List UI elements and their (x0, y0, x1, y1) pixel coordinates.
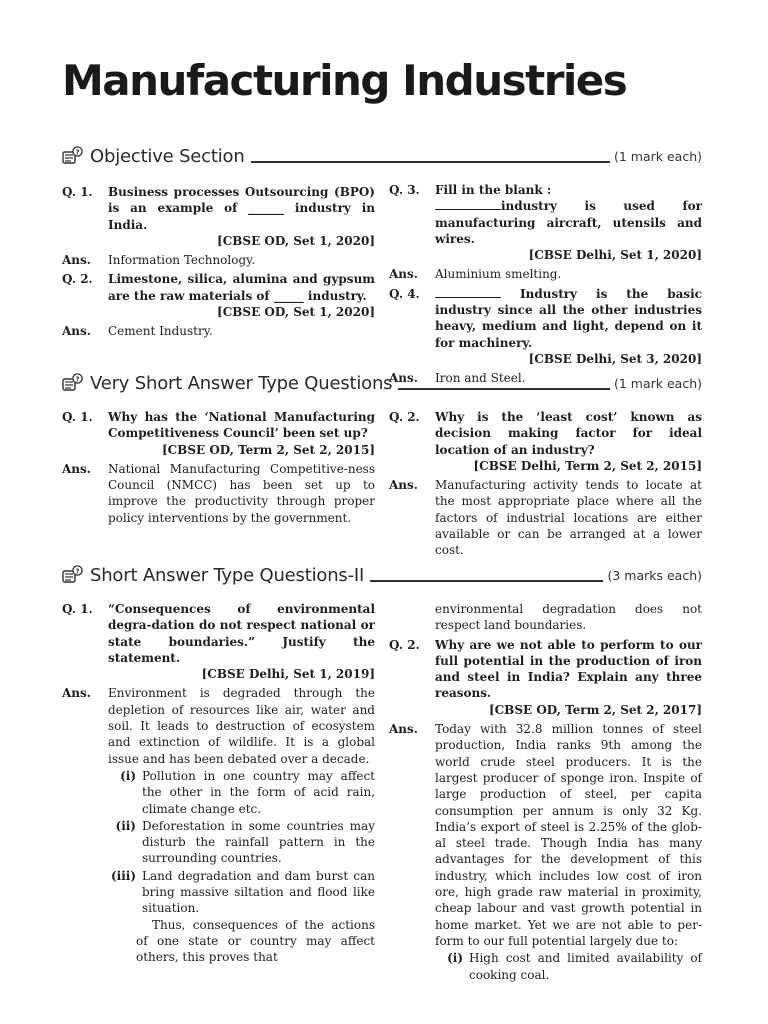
question-number: Q. 3. (389, 183, 420, 197)
section-title: Very Short Answer Type Questions (90, 372, 393, 394)
point-number: (ii) (115, 818, 136, 833)
question-text: Limestone, silica, alumina and gypsum are the raw materials of _____ industry. (108, 272, 375, 303)
answer-text: Today with 32.8 million tonnes of steel production, India ranks 9th among the world crude steel producers. It is the largest producer of sponge iron. Inspite of large production of steel, per capita consumption per annum is only 32 Kg. India’s export of steel is 2.25% of the glob-al steel trade. Though India has many advantages for the development of this industry, which includes low cost of iron ore, high grade raw material in proximity, cheap labour and vast growth potential in home market. Yet we are not able to per-form to our full potential largely due to: (435, 722, 702, 948)
answer-conclusion-continued: environmental degradation does not respect land boundaries. (435, 602, 702, 633)
question-reference: [CBSE OD, Set 1, 2020] (217, 305, 375, 320)
question-reference: [CBSE Delhi, Set 1, 2019] (201, 667, 375, 682)
svg-text:?: ? (75, 375, 80, 384)
question-text: “Consequences of environmental degra-dation do not respect national or state boundaries.” Justify the statement. (108, 602, 375, 665)
question-reference: [CBSE Delhi, Term 2, Set 2, 2015] (473, 458, 702, 473)
section-header-very-short (62, 371, 702, 395)
answer-point (108, 768, 375, 817)
point-number: (i) (120, 768, 136, 783)
answer-label: Ans. (62, 686, 91, 701)
answer-label: Ans. (389, 267, 418, 282)
answer-label: Ans. (62, 253, 91, 268)
answer-text: Information Technology. (108, 253, 256, 268)
study-icon (62, 565, 84, 585)
section-marks: (1 mark each) (613, 375, 702, 391)
question-reference: [CBSE OD, Term 2, Set 2, 2015] (161, 442, 375, 457)
answer-text: Cement Industry. (108, 324, 213, 339)
question (62, 271, 375, 320)
point-text: High cost and limited availability of cooking coal. (469, 951, 702, 982)
question-number: Q. 2. (389, 410, 420, 424)
question (389, 286, 702, 367)
point-number: (iii) (110, 868, 136, 883)
section-rule (398, 388, 610, 390)
answer-text: Manufacturing activity tends to locate at the most appropriate place where all the factors of industrial locations are either available or can be arranged at a lower cost. (435, 478, 702, 558)
question-text: Fill in the blank : (435, 183, 552, 197)
question-number: Q. 1. (62, 602, 93, 616)
answer-label: Ans. (62, 461, 91, 476)
answer-point (108, 868, 375, 917)
answer-point (435, 950, 702, 983)
very-short-left-column (62, 409, 375, 526)
question-reference: [CBSE Delhi, Set 3, 2020] (528, 351, 702, 366)
answer-label: Ans. (62, 324, 91, 339)
svg-text:?: ? (75, 148, 80, 157)
answer-conclusion: Thus, consequences of the actions of one state or country may affect others, this proves that (136, 917, 375, 965)
question-text: industry is used for manufacturing aircraft, utensils and wires. (435, 199, 702, 246)
question-reference: [CBSE Delhi, Set 1, 2020] (528, 248, 702, 263)
answer (62, 252, 375, 268)
question-text: Industry is the basic industry since all the other industries heavy, medium and light, depend on it for machinery. (435, 286, 702, 350)
answer-text: Aluminium smelting. (435, 267, 562, 282)
answer (62, 323, 375, 339)
point-text: Land degradation and dam burst can bring massive siltation and flood like situation. (142, 868, 375, 916)
point-text: Pollution in one country may affect the other in the form of acid rain, climate change etc. (142, 768, 375, 816)
question-number: Q. 1. (62, 185, 93, 199)
question (389, 637, 702, 718)
fill-blank (435, 297, 501, 298)
question-reference: [CBSE OD, Set 1, 2020] (217, 233, 375, 248)
section-title: Short Answer Type Questions-II (90, 564, 365, 586)
answer-text: Environment is degraded through the depletion of resources like air, water and soil. It leads to destruction of ecosystem and extinction of wildlife. It is a global issue and has been debated over a decade. (108, 686, 375, 766)
short-ii-left-column (62, 601, 375, 966)
answer-label: Ans. (389, 722, 418, 737)
question-number: Q. 1. (62, 410, 93, 424)
question-number: Q. 2. (389, 637, 420, 652)
section-title: Objective Section (90, 145, 245, 167)
answer (389, 477, 702, 558)
very-short-right-column (389, 409, 702, 559)
question-text: Why are we not able to perform to our full potential in the production of iron and steel in India? Explain any three reasons. (435, 637, 702, 701)
section-rule (251, 161, 610, 163)
section-header-short-ii (62, 563, 702, 587)
answer-point (108, 818, 375, 867)
question (62, 184, 375, 249)
study-icon (62, 146, 84, 166)
answer-text: Iron and Steel. (435, 371, 526, 386)
study-icon (62, 373, 84, 393)
answer-label: Ans. (389, 478, 418, 493)
short-ii-right-column (389, 601, 702, 983)
section-marks: (3 marks each) (607, 567, 702, 583)
question-text: Why has the ‘National Manufacturing Competitiveness Council’ been set up? (108, 410, 375, 441)
section-header-objective (62, 144, 702, 168)
objective-left-column (62, 184, 375, 340)
question-text: Business processes Outsourcing (BPO) is an example of ______ industry in India. (108, 185, 375, 232)
answer (62, 685, 375, 965)
answer (62, 461, 375, 526)
page-title: Manufacturing Industries (62, 56, 627, 105)
answer-label: Ans. (389, 371, 418, 386)
section-marks: (1 mark each) (613, 148, 702, 164)
point-number: (i) (447, 951, 463, 966)
answer (389, 721, 702, 983)
question-number: Q. 4. (389, 286, 420, 301)
objective-right-column (389, 182, 702, 387)
answer-text: National Manufacturing Competitive-ness Council (NMCC) has been set up to improve the productivity through proper policy interventions by the government. (108, 461, 375, 525)
section-rule (370, 580, 603, 582)
point-text: Deforestation in some countries may disturb the rainfall pattern in the surrounding countries. (142, 818, 375, 866)
question (389, 182, 702, 263)
answer (389, 266, 702, 282)
question-reference: [CBSE OD, Term 2, Set 2, 2017] (488, 702, 702, 717)
question (62, 409, 375, 458)
fill-blank (435, 209, 501, 210)
question (389, 409, 702, 474)
svg-text:?: ? (75, 567, 80, 576)
question (62, 601, 375, 682)
question-number: Q. 2. (62, 272, 93, 287)
question-text: Why is the ‘least cost’ known as decision making factor for ideal location of an industry? (435, 410, 702, 457)
